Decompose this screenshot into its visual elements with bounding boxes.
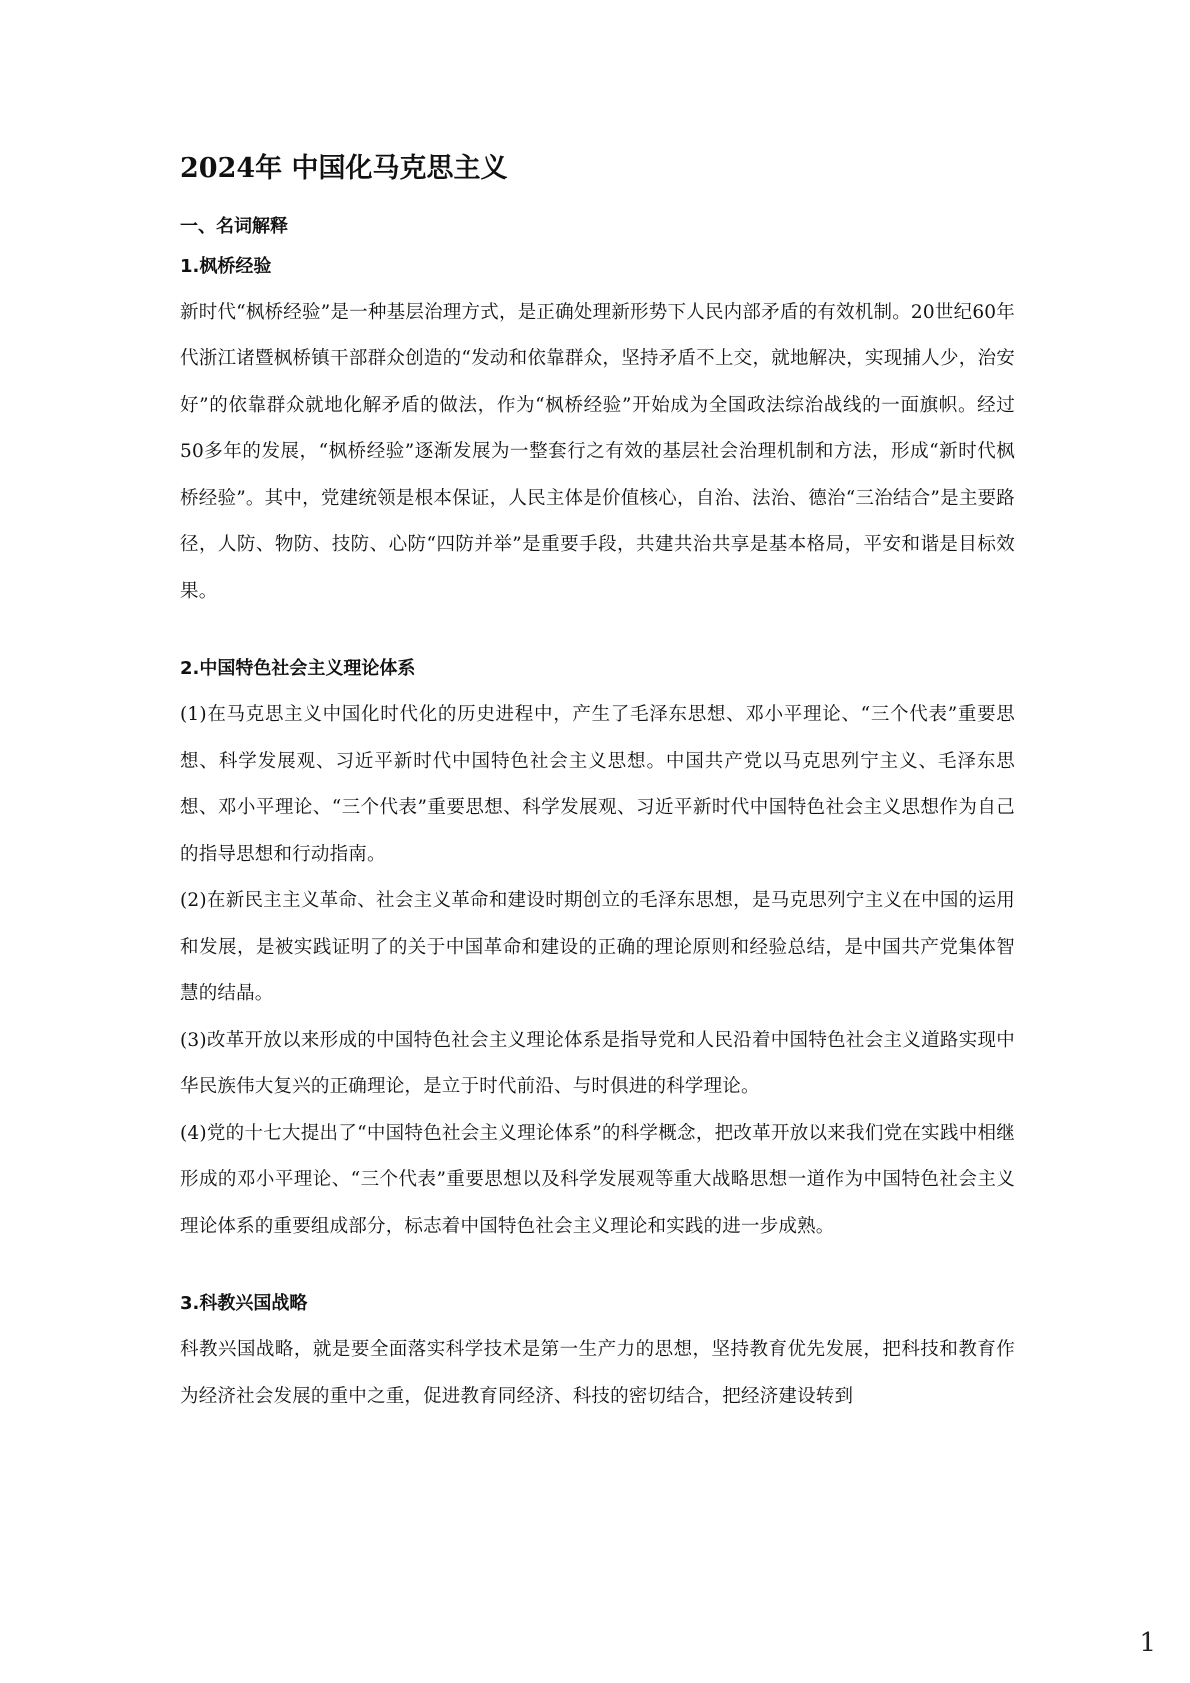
term-paragraph: (2)在新民主主义革命、社会主义革命和建设时期创立的毛泽东思想，是马克思列宁主义在中国的运用和发展，是被实践证明了的关于中国革命和建设的正确的理论原则和经验总结，是中国共产党集体智慧的结晶。 bbox=[180, 890, 1015, 1005]
spacer bbox=[180, 1250, 1015, 1290]
term-science-education bbox=[180, 1290, 1015, 1420]
term-fengqiao bbox=[180, 253, 1015, 616]
term-paragraph: (3)改革开放以来形成的中国特色社会主义理论体系是指导党和人民沿着中国特色社会主义道路实现中华民族伟大复兴的正确理论，是立于时代前沿、与时俱进的科学理论。 bbox=[180, 1029, 1015, 1098]
page-number: 1 bbox=[1139, 1628, 1156, 1658]
term-paragraph: 新时代“枫桥经验”是一种基层治理方式，是正确处理新形势下人民内部矛盾的有效机制。20世纪60年代浙江诸暨枫桥镇干部群众创造的“发动和依靠群众，坚持矛盾不上交，就地解决，实现捕人少，治安好”的依靠群众就地化解矛盾的做法，作为“枫桥经验”开始成为全国政法综治战线的一面旗帜。经过50多年的发展，“枫桥经验”逐渐发展为一整套行之有效的基层社会治理机制和方法，形成“新时代枫桥经验”。其中，党建统领是根本保证，人民主体是价值核心，自治、法治、德治“三治结合”是主要路径，人防、物防、技防、心防“四防并举”是重要手段，共建共治共享是基本格局，平安和谐是目标效果。 bbox=[180, 301, 1015, 602]
term-theory-system bbox=[180, 655, 1015, 1250]
term-title: 3.科教兴国战略 bbox=[180, 1293, 308, 1315]
term-paragraph: (1)在马克思主义中国化时代化的历史进程中，产生了毛泽东思想、邓小平理论、“三个代表”重要思想、科学发展观、习近平新时代中国特色社会主义思想。中国共产党以马克思列宁主义、毛泽东思想、邓小平理论、“三个代表”重要思想、科学发展观、习近平新时代中国特色社会主义思想作为自己的指导思想和行动指南。 bbox=[180, 704, 1015, 865]
spacer bbox=[180, 615, 1015, 655]
term-paragraph: 科教兴国战略，就是要全面落实科学技术是第一生产力的思想，坚持教育优先发展，把科技和教育作为经济社会发展的重中之重，促进教育同经济、科技的密切结合，把经济建设转到 bbox=[180, 1339, 1015, 1407]
term-paragraph: (4)党的十七大提出了“中国特色社会主义理论体系”的科学概念，把改革开放以来我们党在实践中相继形成的邓小平理论、“三个代表”重要思想以及科学发展观等重大战略思想一道作为中国特色社会主义理论体系的重要组成部分，标志着中国特色社会主义理论和实践的进一步成熟。 bbox=[180, 1122, 1015, 1237]
document-title: 2024年 中国化马克思主义 bbox=[180, 153, 508, 184]
term-title: 1.枫桥经验 bbox=[180, 255, 272, 277]
document-content bbox=[180, 150, 1015, 1420]
section-heading: 一、名词解释 bbox=[180, 215, 288, 237]
term-title: 2.中国特色社会主义理论体系 bbox=[180, 658, 416, 680]
